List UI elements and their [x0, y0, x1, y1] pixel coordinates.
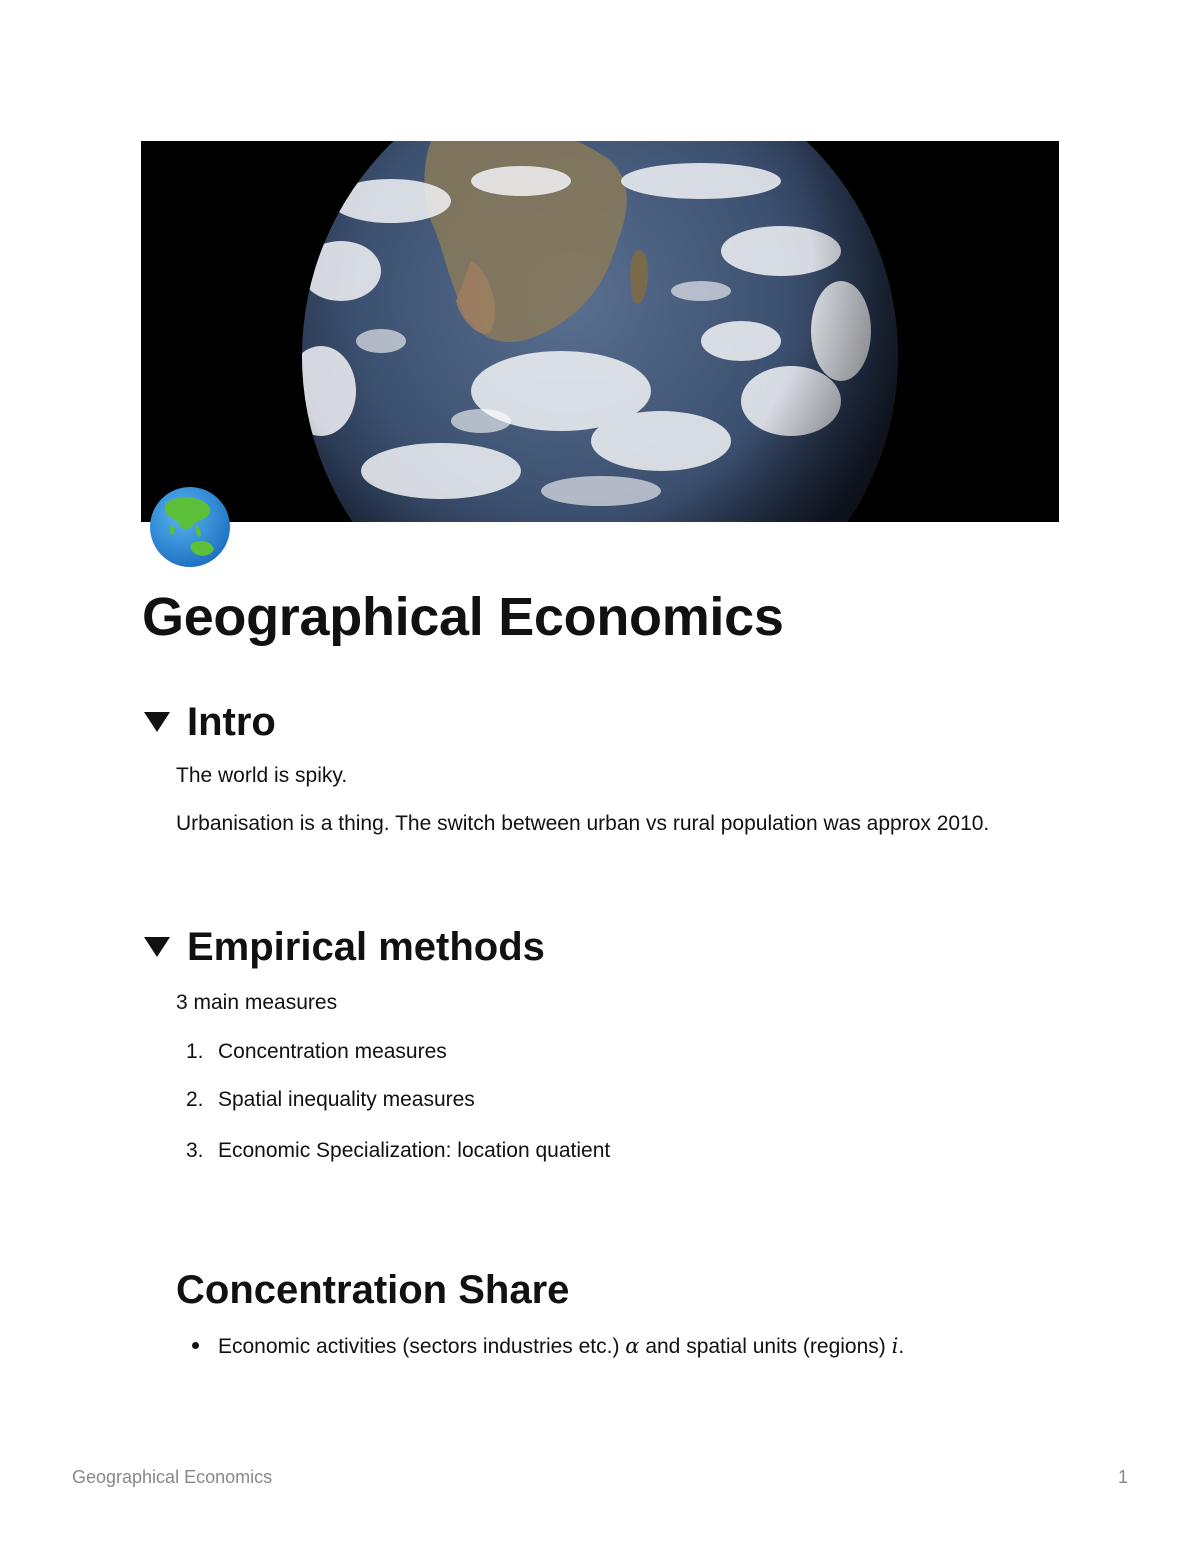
bullet-icon — [192, 1342, 199, 1349]
heading-text: Intro — [187, 700, 276, 744]
toggle-triangle-icon[interactable] — [142, 936, 172, 958]
paragraph: The world is spiky. — [176, 764, 348, 787]
paragraph: Urbanisation is a thing. The switch between urban vs rural population was approx 2010. — [176, 812, 990, 835]
footer-title: Geographical Economics — [72, 1467, 273, 1487]
heading-text: Empirical methods — [187, 925, 545, 969]
list-item-text: Concentration measures — [218, 1040, 447, 1063]
paragraph: 3 main measures — [176, 991, 338, 1014]
globe-asia-australia-icon — [148, 485, 232, 569]
list-number: 3. — [186, 1139, 204, 1162]
toggle-heading-empirical-methods[interactable] — [142, 924, 545, 970]
toggle-triangle-icon[interactable] — [142, 711, 172, 733]
list-item-text: and spatial units (regions) — [639, 1335, 892, 1358]
toggle-heading-intro[interactable] — [142, 699, 276, 745]
list-number: 1. — [186, 1040, 204, 1063]
math-symbol-i: i — [891, 1334, 899, 1358]
numbered-list-item — [186, 1085, 475, 1115]
list-item-text: Economic activities (sectors industries etc.) — [218, 1335, 626, 1358]
list-item-text: . — [898, 1335, 905, 1358]
page-number: 1 — [1117, 1467, 1128, 1487]
list-number: 2. — [186, 1088, 204, 1111]
math-symbol-alpha: α — [625, 1334, 640, 1358]
bulleted-list-item — [192, 1331, 904, 1362]
earth-photo — [141, 141, 1059, 522]
numbered-list-item — [186, 1037, 447, 1067]
page-title: Geographical Economics — [142, 587, 784, 647]
list-item-text: Economic Specialization: location quatient — [218, 1139, 611, 1162]
list-item-text: Spatial inequality measures — [218, 1088, 475, 1111]
numbered-list-item — [186, 1136, 610, 1166]
cover-image — [141, 141, 1059, 522]
heading-concentration-share: Concentration Share — [176, 1268, 570, 1312]
